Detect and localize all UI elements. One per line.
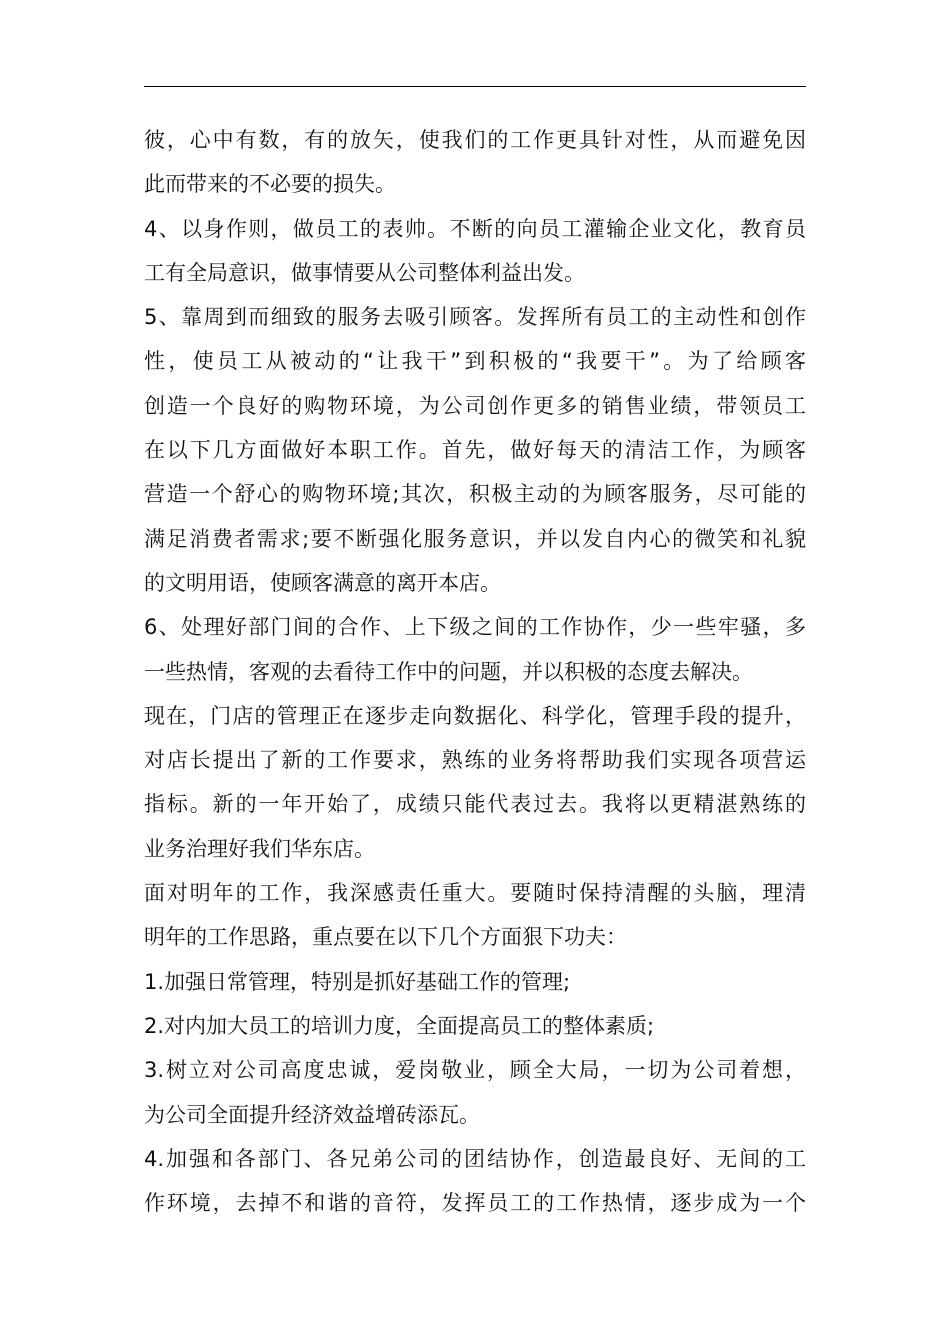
text-line: 1.加强日常管理，特别是抓好基础工作的管理;	[144, 969, 571, 994]
text-line: 指标。新的一年开始了，成绩只能代表过去。我将以更精湛熟练的	[144, 792, 806, 817]
text-line: 彼，心中有数，有的放矢，使我们的工作更具针对性，从而避免因	[144, 128, 806, 152]
header-rule	[144, 86, 806, 87]
text-line: 2.对内加大员工的培训力度，全面提高员工的整体素质;	[144, 1013, 655, 1038]
text-line: 为公司全面提升经济效益增砖添瓦。	[144, 1102, 480, 1127]
text-line: 明年的工作思路，重点要在以下几个方面狠下功夫：	[144, 925, 627, 950]
text-line: 作环境，去掉不和谐的音符，发挥员工的工作热情，逐步成为一个	[144, 1191, 806, 1216]
text-line: 5、靠周到而细致的服务去吸引顾客。发挥所有员工的主动性和创作	[144, 305, 806, 330]
text-line: 在以下几方面做好本职工作。首先，做好每天的清洁工作，为顾客	[144, 438, 806, 463]
text-line: 工有全局意识，做事情要从公司整体利益出发。	[144, 260, 585, 285]
document-body	[144, 118, 806, 1225]
text-line: 现在，门店的管理正在逐步走向数据化、科学化，管理手段的提升，	[144, 703, 806, 728]
text-line: 6、处理好部门间的合作、上下级之间的工作协作，少一些牢骚，多	[144, 615, 806, 640]
text-line: 4.加强和各部门、各兄弟公司的团结协作，创造最良好、无间的工	[144, 1146, 806, 1171]
text-line: 面对明年的工作，我深感责任重大。要随时保持清醒的头脑，理清	[144, 881, 806, 906]
text-line: 满足消费者需求;要不断强化服务意识，并以发自内心的微笑和礼貌	[144, 526, 806, 551]
text-line: 创造一个良好的购物环境，为公司创作更多的销售业绩，带领员工	[144, 393, 806, 418]
text-line: 4、以身作则，做员工的表帅。不断的向员工灌输企业文化，教育员	[144, 216, 806, 241]
text-line: 性，使员工从被动的“让我干”到积极的“我要干”。为了给顾客	[144, 349, 806, 374]
text-line: 此而带来的不必要的损失。	[144, 172, 396, 197]
text-line: 营造一个舒心的购物环境;其次，积极主动的为顾客服务，尽可能的	[144, 482, 806, 507]
text-line: 一些热情，客观的去看待工作中的问题，并以积极的态度去解决。	[144, 659, 753, 684]
text-line: 的文明用语，使顾客满意的离开本店。	[144, 570, 501, 595]
text-line: 3.树立对公司高度忠诚，爱岗敬业，顾全大局，一切为公司着想，	[144, 1058, 806, 1083]
text-line: 对店长提出了新的工作要求，熟练的业务将帮助我们实现各项营运	[144, 748, 806, 773]
text-line: 业务治理好我们华东店。	[144, 836, 375, 861]
